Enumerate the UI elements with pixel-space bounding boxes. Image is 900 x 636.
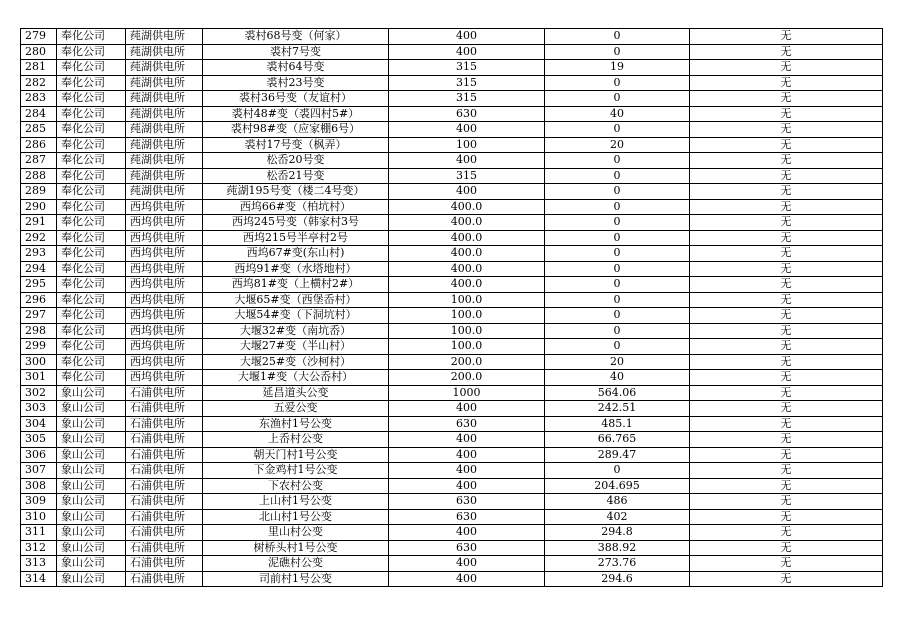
table-row <box>21 478 883 494</box>
station-cell: 石浦供电所 <box>126 478 203 494</box>
status-cell: 无 <box>690 261 883 277</box>
station-cell: 石浦供电所 <box>126 432 203 448</box>
status-cell: 无 <box>690 540 883 556</box>
status-cell: 无 <box>690 137 883 153</box>
company-cell: 奉化公司 <box>57 29 126 45</box>
value-cell: 294.6 <box>545 571 690 587</box>
value-cell: 388.92 <box>545 540 690 556</box>
row-number-cell: 297 <box>21 308 57 324</box>
status-cell: 无 <box>690 184 883 200</box>
transformer-name-cell: 大堰25#变（沙柯村） <box>203 354 389 370</box>
company-cell: 象山公司 <box>57 416 126 432</box>
table-row <box>21 277 883 293</box>
transformer-name-cell: 西坞67#变(东山村) <box>203 246 389 262</box>
station-cell: 莼湖供电所 <box>126 153 203 169</box>
status-cell: 无 <box>690 44 883 60</box>
status-cell: 无 <box>690 509 883 525</box>
company-cell: 奉化公司 <box>57 91 126 107</box>
row-number-cell: 294 <box>21 261 57 277</box>
company-cell: 奉化公司 <box>57 215 126 231</box>
table-body <box>21 29 883 587</box>
transformer-name-cell: 东渔村1号公变 <box>203 416 389 432</box>
table-row <box>21 122 883 138</box>
capacity-cell: 200.0 <box>389 354 545 370</box>
table-row <box>21 540 883 556</box>
row-number-cell: 293 <box>21 246 57 262</box>
company-cell: 奉化公司 <box>57 230 126 246</box>
capacity-cell: 400 <box>389 122 545 138</box>
row-number-cell: 308 <box>21 478 57 494</box>
status-cell: 无 <box>690 91 883 107</box>
capacity-cell: 400 <box>389 571 545 587</box>
value-cell: 0 <box>545 199 690 215</box>
row-number-cell: 302 <box>21 385 57 401</box>
station-cell: 西坞供电所 <box>126 230 203 246</box>
transformer-name-cell: 大堰54#变（下洞坑村） <box>203 308 389 324</box>
value-cell: 0 <box>545 122 690 138</box>
spreadsheet-sheet <box>20 28 882 587</box>
capacity-cell: 400.0 <box>389 199 545 215</box>
capacity-cell: 1000 <box>389 385 545 401</box>
transformer-name-cell: 西坞245号变（韩家村3号 <box>203 215 389 231</box>
table-row <box>21 168 883 184</box>
station-cell: 石浦供电所 <box>126 556 203 572</box>
table-row <box>21 571 883 587</box>
capacity-cell: 630 <box>389 416 545 432</box>
value-cell: 0 <box>545 184 690 200</box>
transformer-name-cell: 西坞91#变（水塔地村） <box>203 261 389 277</box>
value-cell: 0 <box>545 308 690 324</box>
station-cell: 石浦供电所 <box>126 494 203 510</box>
capacity-cell: 630 <box>389 494 545 510</box>
status-cell: 无 <box>690 571 883 587</box>
table-row <box>21 385 883 401</box>
company-cell: 象山公司 <box>57 571 126 587</box>
transformer-name-cell: 五爱公变 <box>203 401 389 417</box>
row-number-cell: 305 <box>21 432 57 448</box>
transformer-name-cell: 西坞215号半亭村2号 <box>203 230 389 246</box>
company-cell: 奉化公司 <box>57 277 126 293</box>
company-cell: 奉化公司 <box>57 370 126 386</box>
row-number-cell: 310 <box>21 509 57 525</box>
station-cell: 西坞供电所 <box>126 215 203 231</box>
status-cell: 无 <box>690 370 883 386</box>
table-row <box>21 463 883 479</box>
value-cell: 20 <box>545 354 690 370</box>
table-row <box>21 323 883 339</box>
row-number-cell: 299 <box>21 339 57 355</box>
row-number-cell: 314 <box>21 571 57 587</box>
station-cell: 莼湖供电所 <box>126 29 203 45</box>
station-cell: 西坞供电所 <box>126 339 203 355</box>
transformer-name-cell: 司前村1号公变 <box>203 571 389 587</box>
status-cell: 无 <box>690 556 883 572</box>
row-number-cell: 312 <box>21 540 57 556</box>
value-cell: 486 <box>545 494 690 510</box>
transformer-name-cell: 里山村公变 <box>203 525 389 541</box>
transformer-name-cell: 莼湖195号变（楼二4号变） <box>203 184 389 200</box>
value-cell: 0 <box>545 29 690 45</box>
value-cell: 0 <box>545 277 690 293</box>
transformer-name-cell: 大堰65#变（西堡岙村） <box>203 292 389 308</box>
table-row <box>21 509 883 525</box>
capacity-cell: 400 <box>389 556 545 572</box>
company-cell: 奉化公司 <box>57 106 126 122</box>
row-number-cell: 289 <box>21 184 57 200</box>
row-number-cell: 309 <box>21 494 57 510</box>
company-cell: 象山公司 <box>57 447 126 463</box>
status-cell: 无 <box>690 153 883 169</box>
capacity-cell: 100.0 <box>389 339 545 355</box>
table-row <box>21 416 883 432</box>
value-cell: 0 <box>545 339 690 355</box>
station-cell: 石浦供电所 <box>126 509 203 525</box>
capacity-cell: 400 <box>389 525 545 541</box>
station-cell: 西坞供电所 <box>126 277 203 293</box>
capacity-cell: 100.0 <box>389 308 545 324</box>
row-number-cell: 285 <box>21 122 57 138</box>
station-cell: 石浦供电所 <box>126 447 203 463</box>
value-cell: 0 <box>545 323 690 339</box>
value-cell: 0 <box>545 168 690 184</box>
station-cell: 莼湖供电所 <box>126 44 203 60</box>
capacity-cell: 400 <box>389 432 545 448</box>
row-number-cell: 303 <box>21 401 57 417</box>
value-cell: 0 <box>545 246 690 262</box>
company-cell: 奉化公司 <box>57 246 126 262</box>
company-cell: 奉化公司 <box>57 261 126 277</box>
company-cell: 奉化公司 <box>57 60 126 76</box>
company-cell: 奉化公司 <box>57 44 126 60</box>
company-cell: 奉化公司 <box>57 153 126 169</box>
table-row <box>21 199 883 215</box>
row-number-cell: 296 <box>21 292 57 308</box>
table-row <box>21 432 883 448</box>
row-number-cell: 307 <box>21 463 57 479</box>
capacity-cell: 200.0 <box>389 370 545 386</box>
company-cell: 奉化公司 <box>57 354 126 370</box>
value-cell: 485.1 <box>545 416 690 432</box>
table-row <box>21 75 883 91</box>
value-cell: 40 <box>545 370 690 386</box>
table-row <box>21 308 883 324</box>
company-cell: 奉化公司 <box>57 323 126 339</box>
row-number-cell: 281 <box>21 60 57 76</box>
status-cell: 无 <box>690 215 883 231</box>
table-row <box>21 339 883 355</box>
station-cell: 莼湖供电所 <box>126 184 203 200</box>
table-row <box>21 261 883 277</box>
table-row <box>21 44 883 60</box>
value-cell: 0 <box>545 75 690 91</box>
company-cell: 象山公司 <box>57 509 126 525</box>
transformer-name-cell: 下金鸡村1号公变 <box>203 463 389 479</box>
status-cell: 无 <box>690 354 883 370</box>
station-cell: 石浦供电所 <box>126 401 203 417</box>
value-cell: 0 <box>545 153 690 169</box>
station-cell: 西坞供电所 <box>126 246 203 262</box>
transformer-name-cell: 北山村1号公变 <box>203 509 389 525</box>
station-cell: 西坞供电所 <box>126 354 203 370</box>
station-cell: 西坞供电所 <box>126 308 203 324</box>
status-cell: 无 <box>690 29 883 45</box>
status-cell: 无 <box>690 230 883 246</box>
capacity-cell: 400.0 <box>389 246 545 262</box>
value-cell: 289.47 <box>545 447 690 463</box>
row-number-cell: 298 <box>21 323 57 339</box>
table-row <box>21 292 883 308</box>
company-cell: 奉化公司 <box>57 339 126 355</box>
capacity-cell: 400.0 <box>389 277 545 293</box>
row-number-cell: 300 <box>21 354 57 370</box>
station-cell: 石浦供电所 <box>126 385 203 401</box>
row-number-cell: 295 <box>21 277 57 293</box>
transformer-name-cell: 裘村68号变（何家） <box>203 29 389 45</box>
transformer-name-cell: 裘村36号变（友谊村） <box>203 91 389 107</box>
station-cell: 莼湖供电所 <box>126 75 203 91</box>
transformer-name-cell: 裘村98#变（应家棚6号） <box>203 122 389 138</box>
status-cell: 无 <box>690 246 883 262</box>
value-cell: 66.765 <box>545 432 690 448</box>
company-cell: 奉化公司 <box>57 137 126 153</box>
transformer-name-cell: 树桥头村1号公变 <box>203 540 389 556</box>
value-cell: 0 <box>545 44 690 60</box>
company-cell: 象山公司 <box>57 385 126 401</box>
transformer-name-cell: 大堰27#变（半山村） <box>203 339 389 355</box>
company-cell: 象山公司 <box>57 432 126 448</box>
status-cell: 无 <box>690 292 883 308</box>
status-cell: 无 <box>690 199 883 215</box>
status-cell: 无 <box>690 385 883 401</box>
transformer-name-cell: 上岙村公变 <box>203 432 389 448</box>
transformer-name-cell: 延昌道头公变 <box>203 385 389 401</box>
row-number-cell: 301 <box>21 370 57 386</box>
table-row <box>21 525 883 541</box>
value-cell: 564.06 <box>545 385 690 401</box>
data-table <box>20 28 883 587</box>
table-row <box>21 184 883 200</box>
row-number-cell: 290 <box>21 199 57 215</box>
station-cell: 西坞供电所 <box>126 199 203 215</box>
company-cell: 奉化公司 <box>57 122 126 138</box>
table-row <box>21 215 883 231</box>
value-cell: 0 <box>545 463 690 479</box>
transformer-name-cell: 朝天门村1号公变 <box>203 447 389 463</box>
row-number-cell: 291 <box>21 215 57 231</box>
table-row <box>21 447 883 463</box>
status-cell: 无 <box>690 60 883 76</box>
capacity-cell: 400 <box>389 463 545 479</box>
transformer-name-cell: 上山村1号公变 <box>203 494 389 510</box>
row-number-cell: 286 <box>21 137 57 153</box>
company-cell: 象山公司 <box>57 478 126 494</box>
capacity-cell: 400 <box>389 184 545 200</box>
station-cell: 莼湖供电所 <box>126 106 203 122</box>
company-cell: 奉化公司 <box>57 75 126 91</box>
station-cell: 莼湖供电所 <box>126 60 203 76</box>
status-cell: 无 <box>690 323 883 339</box>
capacity-cell: 315 <box>389 75 545 91</box>
capacity-cell: 630 <box>389 540 545 556</box>
capacity-cell: 400.0 <box>389 215 545 231</box>
value-cell: 0 <box>545 261 690 277</box>
row-number-cell: 292 <box>21 230 57 246</box>
station-cell: 莼湖供电所 <box>126 122 203 138</box>
status-cell: 无 <box>690 463 883 479</box>
value-cell: 402 <box>545 509 690 525</box>
company-cell: 奉化公司 <box>57 184 126 200</box>
value-cell: 204.695 <box>545 478 690 494</box>
capacity-cell: 315 <box>389 60 545 76</box>
transformer-name-cell: 松岙20号变 <box>203 153 389 169</box>
capacity-cell: 400 <box>389 44 545 60</box>
capacity-cell: 400 <box>389 447 545 463</box>
company-cell: 象山公司 <box>57 525 126 541</box>
transformer-name-cell: 泥礁村公变 <box>203 556 389 572</box>
station-cell: 石浦供电所 <box>126 525 203 541</box>
capacity-cell: 100.0 <box>389 323 545 339</box>
status-cell: 无 <box>690 308 883 324</box>
table-row <box>21 354 883 370</box>
table-row <box>21 230 883 246</box>
value-cell: 0 <box>545 292 690 308</box>
company-cell: 象山公司 <box>57 401 126 417</box>
transformer-name-cell: 裘村7号变 <box>203 44 389 60</box>
capacity-cell: 400 <box>389 29 545 45</box>
company-cell: 奉化公司 <box>57 168 126 184</box>
status-cell: 无 <box>690 106 883 122</box>
company-cell: 象山公司 <box>57 494 126 510</box>
transformer-name-cell: 西坞66#变（柏坑村） <box>203 199 389 215</box>
company-cell: 象山公司 <box>57 540 126 556</box>
value-cell: 294.8 <box>545 525 690 541</box>
table-row <box>21 137 883 153</box>
station-cell: 石浦供电所 <box>126 416 203 432</box>
capacity-cell: 630 <box>389 106 545 122</box>
row-number-cell: 288 <box>21 168 57 184</box>
value-cell: 0 <box>545 230 690 246</box>
value-cell: 40 <box>545 106 690 122</box>
station-cell: 石浦供电所 <box>126 540 203 556</box>
value-cell: 273.76 <box>545 556 690 572</box>
table-row <box>21 91 883 107</box>
station-cell: 莼湖供电所 <box>126 91 203 107</box>
capacity-cell: 100 <box>389 137 545 153</box>
row-number-cell: 284 <box>21 106 57 122</box>
status-cell: 无 <box>690 416 883 432</box>
table-row <box>21 106 883 122</box>
row-number-cell: 280 <box>21 44 57 60</box>
status-cell: 无 <box>690 432 883 448</box>
transformer-name-cell: 裘村17号变（枫弄） <box>203 137 389 153</box>
table-row <box>21 556 883 572</box>
capacity-cell: 400 <box>389 478 545 494</box>
table-row <box>21 246 883 262</box>
status-cell: 无 <box>690 525 883 541</box>
row-number-cell: 282 <box>21 75 57 91</box>
status-cell: 无 <box>690 401 883 417</box>
row-number-cell: 306 <box>21 447 57 463</box>
company-cell: 象山公司 <box>57 556 126 572</box>
station-cell: 西坞供电所 <box>126 323 203 339</box>
row-number-cell: 283 <box>21 91 57 107</box>
station-cell: 西坞供电所 <box>126 261 203 277</box>
station-cell: 西坞供电所 <box>126 370 203 386</box>
row-number-cell: 279 <box>21 29 57 45</box>
table-row <box>21 370 883 386</box>
transformer-name-cell: 大堰32#变（南坑岙） <box>203 323 389 339</box>
capacity-cell: 400 <box>389 401 545 417</box>
capacity-cell: 315 <box>389 168 545 184</box>
status-cell: 无 <box>690 447 883 463</box>
row-number-cell: 313 <box>21 556 57 572</box>
status-cell: 无 <box>690 478 883 494</box>
transformer-name-cell: 裘村48#变（裘四村5#） <box>203 106 389 122</box>
table-row <box>21 29 883 45</box>
capacity-cell: 400.0 <box>389 230 545 246</box>
transformer-name-cell: 下农村公变 <box>203 478 389 494</box>
transformer-name-cell: 松岙21号变 <box>203 168 389 184</box>
value-cell: 20 <box>545 137 690 153</box>
capacity-cell: 400.0 <box>389 261 545 277</box>
transformer-name-cell: 西坞81#变（上横村2#） <box>203 277 389 293</box>
status-cell: 无 <box>690 277 883 293</box>
table-row <box>21 494 883 510</box>
station-cell: 石浦供电所 <box>126 463 203 479</box>
status-cell: 无 <box>690 122 883 138</box>
value-cell: 242.51 <box>545 401 690 417</box>
value-cell: 0 <box>545 215 690 231</box>
status-cell: 无 <box>690 494 883 510</box>
transformer-name-cell: 裘村23号变 <box>203 75 389 91</box>
company-cell: 象山公司 <box>57 463 126 479</box>
company-cell: 奉化公司 <box>57 199 126 215</box>
company-cell: 奉化公司 <box>57 292 126 308</box>
capacity-cell: 400 <box>389 153 545 169</box>
value-cell: 0 <box>545 91 690 107</box>
value-cell: 19 <box>545 60 690 76</box>
station-cell: 莼湖供电所 <box>126 168 203 184</box>
status-cell: 无 <box>690 339 883 355</box>
transformer-name-cell: 裘村64号变 <box>203 60 389 76</box>
station-cell: 莼湖供电所 <box>126 137 203 153</box>
capacity-cell: 100.0 <box>389 292 545 308</box>
table-row <box>21 153 883 169</box>
row-number-cell: 287 <box>21 153 57 169</box>
status-cell: 无 <box>690 168 883 184</box>
status-cell: 无 <box>690 75 883 91</box>
table-row <box>21 60 883 76</box>
capacity-cell: 630 <box>389 509 545 525</box>
row-number-cell: 311 <box>21 525 57 541</box>
station-cell: 石浦供电所 <box>126 571 203 587</box>
company-cell: 奉化公司 <box>57 308 126 324</box>
table-row <box>21 401 883 417</box>
capacity-cell: 315 <box>389 91 545 107</box>
station-cell: 西坞供电所 <box>126 292 203 308</box>
row-number-cell: 304 <box>21 416 57 432</box>
transformer-name-cell: 大堰1#变（大公岙村） <box>203 370 389 386</box>
